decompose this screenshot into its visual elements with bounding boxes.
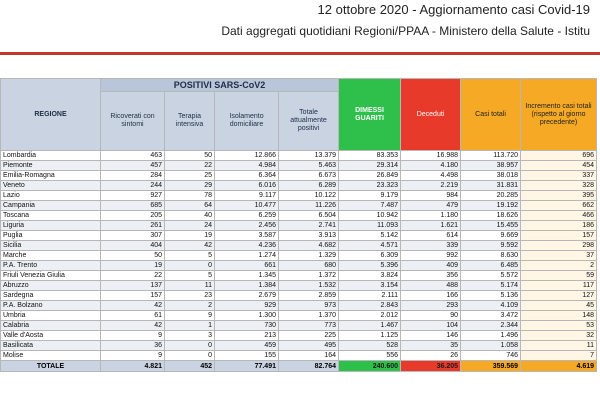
cell-isolamento: 730 [215, 321, 279, 331]
cell-totale-positivi: 1.372 [279, 271, 339, 281]
cell-isolamento: 459 [215, 341, 279, 351]
totals-casi: 359.569 [461, 361, 521, 372]
cell-casi-totali: 38.957 [461, 161, 521, 171]
table-row [1, 171, 597, 181]
table-row [1, 231, 597, 241]
cell-dimessi: 2.111 [339, 291, 401, 301]
cell-incremento: 7 [521, 351, 597, 361]
table-row [1, 251, 597, 261]
cell-totale-positivi: 6.289 [279, 181, 339, 191]
cell-casi-totali: 5.136 [461, 291, 521, 301]
cell-isolamento: 1.384 [215, 281, 279, 291]
cell-ricoverati: 61 [101, 311, 165, 321]
totals-row [1, 361, 597, 372]
cell-regione: Umbria [1, 311, 101, 321]
cell-deceduti: 26 [401, 351, 461, 361]
cell-deceduti: 293 [401, 301, 461, 311]
table-row [1, 291, 597, 301]
cell-casi-totali: 20.285 [461, 191, 521, 201]
cell-incremento: 2 [521, 261, 597, 271]
cell-regione: Piemonte [1, 161, 101, 171]
cell-regione: Basilicata [1, 341, 101, 351]
cell-isolamento: 661 [215, 261, 279, 271]
totals-incremento: 4.619 [521, 361, 597, 372]
cell-ricoverati: 307 [101, 231, 165, 241]
cell-terapia: 9 [165, 311, 215, 321]
cell-deceduti: 992 [401, 251, 461, 261]
cell-deceduti: 1.621 [401, 221, 461, 231]
cell-ricoverati: 404 [101, 241, 165, 251]
cell-terapia: 29 [165, 181, 215, 191]
table-row [1, 261, 597, 271]
cell-casi-totali: 4.109 [461, 301, 521, 311]
cell-casi-totali: 31.831 [461, 181, 521, 191]
cell-incremento: 45 [521, 301, 597, 311]
cell-deceduti: 4.498 [401, 171, 461, 181]
cell-deceduti: 16.988 [401, 151, 461, 161]
cell-isolamento: 6.364 [215, 171, 279, 181]
header-casi-totali: Casi totali [461, 79, 521, 151]
cell-dimessi: 4.571 [339, 241, 401, 251]
covid-table-container [0, 78, 600, 409]
cell-terapia: 0 [165, 341, 215, 351]
cell-isolamento: 9.117 [215, 191, 279, 201]
cell-deceduti: 356 [401, 271, 461, 281]
cell-incremento: 186 [521, 221, 597, 231]
cell-deceduti: 4.180 [401, 161, 461, 171]
cell-regione: Lazio [1, 191, 101, 201]
cell-terapia: 1 [165, 321, 215, 331]
cell-regione: Sicilia [1, 241, 101, 251]
header-regione: REGIONE [1, 79, 101, 151]
cell-totale-positivi: 2.859 [279, 291, 339, 301]
cell-regione: P.A. Bolzano [1, 301, 101, 311]
cell-ricoverati: 284 [101, 171, 165, 181]
cell-casi-totali: 5.174 [461, 281, 521, 291]
cell-ricoverati: 50 [101, 251, 165, 261]
bulletin-subtitle: Dati aggregati quotidiani Regioni/PPAA - Ministero della Salute - Istitu [221, 24, 590, 38]
cell-terapia: 42 [165, 241, 215, 251]
cell-deceduti: 339 [401, 241, 461, 251]
table-row [1, 271, 597, 281]
cell-casi-totali: 5.572 [461, 271, 521, 281]
table-row [1, 161, 597, 171]
cell-dimessi: 23.323 [339, 181, 401, 191]
cell-terapia: 0 [165, 351, 215, 361]
cell-totale-positivi: 10.122 [279, 191, 339, 201]
cell-terapia: 24 [165, 221, 215, 231]
cell-terapia: 11 [165, 281, 215, 291]
totals-ricoverati: 4.821 [101, 361, 165, 372]
table-row [1, 211, 597, 221]
cell-isolamento: 213 [215, 331, 279, 341]
cell-isolamento: 6.259 [215, 211, 279, 221]
cell-casi-totali: 19.192 [461, 201, 521, 211]
cell-isolamento: 2.456 [215, 221, 279, 231]
cell-isolamento: 1.274 [215, 251, 279, 261]
cell-ricoverati: 42 [101, 301, 165, 311]
cell-regione: Toscana [1, 211, 101, 221]
cell-ricoverati: 685 [101, 201, 165, 211]
cell-dimessi: 2.843 [339, 301, 401, 311]
header-ricoverati: Ricoverati con sintomi [101, 92, 165, 151]
cell-dimessi: 5.396 [339, 261, 401, 271]
cell-incremento: 37 [521, 251, 597, 261]
cell-terapia: 50 [165, 151, 215, 161]
cell-regione: Friuli Venezia Giulia [1, 271, 101, 281]
totals-dimessi: 240.600 [339, 361, 401, 372]
header-isolamento: Isolamento domiciliare [215, 92, 279, 151]
cell-deceduti: 104 [401, 321, 461, 331]
cell-regione: Emilia-Romagna [1, 171, 101, 181]
cell-isolamento: 4.984 [215, 161, 279, 171]
cell-casi-totali: 9.592 [461, 241, 521, 251]
cell-isolamento: 10.477 [215, 201, 279, 211]
header-deceduti: Deceduti [401, 79, 461, 151]
cell-totale-positivi: 4.682 [279, 241, 339, 251]
table-row [1, 241, 597, 251]
totals-terapia: 452 [165, 361, 215, 372]
table-row [1, 151, 597, 161]
cell-regione: Marche [1, 251, 101, 261]
table-row [1, 321, 597, 331]
cell-isolamento: 1.300 [215, 311, 279, 321]
table-row [1, 201, 597, 211]
cell-totale-positivi: 5.463 [279, 161, 339, 171]
table-row [1, 191, 597, 201]
cell-deceduti: 614 [401, 231, 461, 241]
cell-totale-positivi: 6.673 [279, 171, 339, 181]
cell-deceduti: 90 [401, 311, 461, 321]
cell-incremento: 11 [521, 341, 597, 351]
cell-totale-positivi: 773 [279, 321, 339, 331]
cell-deceduti: 35 [401, 341, 461, 351]
cell-totale-positivi: 164 [279, 351, 339, 361]
cell-incremento: 53 [521, 321, 597, 331]
totals-label: TOTALE [1, 361, 101, 372]
cell-dimessi: 3.154 [339, 281, 401, 291]
cell-deceduti: 146 [401, 331, 461, 341]
cell-terapia: 2 [165, 301, 215, 311]
table-row [1, 181, 597, 191]
covid-regional-table [0, 78, 597, 372]
cell-regione: Calabria [1, 321, 101, 331]
cell-dimessi: 1.125 [339, 331, 401, 341]
cell-totale-positivi: 6.504 [279, 211, 339, 221]
cell-isolamento: 4.236 [215, 241, 279, 251]
cell-deceduti: 2.219 [401, 181, 461, 191]
cell-dimessi: 556 [339, 351, 401, 361]
cell-totale-positivi: 680 [279, 261, 339, 271]
cell-isolamento: 12.866 [215, 151, 279, 161]
cell-totale-positivi: 1.329 [279, 251, 339, 261]
cell-ricoverati: 9 [101, 351, 165, 361]
table-row [1, 301, 597, 311]
table-row [1, 281, 597, 291]
cell-ricoverati: 137 [101, 281, 165, 291]
table-row [1, 351, 597, 361]
cell-incremento: 32 [521, 331, 597, 341]
cell-terapia: 22 [165, 161, 215, 171]
cell-totale-positivi: 225 [279, 331, 339, 341]
cell-regione: Veneto [1, 181, 101, 191]
cell-totale-positivi: 495 [279, 341, 339, 351]
cell-terapia: 23 [165, 291, 215, 301]
cell-terapia: 0 [165, 261, 215, 271]
cell-totale-positivi: 3.913 [279, 231, 339, 241]
cell-ricoverati: 927 [101, 191, 165, 201]
cell-terapia: 3 [165, 331, 215, 341]
cell-ricoverati: 22 [101, 271, 165, 281]
cell-regione: Molise [1, 351, 101, 361]
cell-terapia: 40 [165, 211, 215, 221]
totals-deceduti: 36.205 [401, 361, 461, 372]
cell-casi-totali: 18.626 [461, 211, 521, 221]
cell-deceduti: 166 [401, 291, 461, 301]
cell-dimessi: 9.179 [339, 191, 401, 201]
header-divider [0, 52, 600, 55]
cell-isolamento: 2.679 [215, 291, 279, 301]
cell-terapia: 5 [165, 271, 215, 281]
cell-dimessi: 6.309 [339, 251, 401, 261]
cell-casi-totali: 2.344 [461, 321, 521, 331]
cell-isolamento: 1.345 [215, 271, 279, 281]
cell-incremento: 328 [521, 181, 597, 191]
cell-terapia: 78 [165, 191, 215, 201]
cell-terapia: 25 [165, 171, 215, 181]
cell-totale-positivi: 2.741 [279, 221, 339, 231]
cell-casi-totali: 9.669 [461, 231, 521, 241]
cell-incremento: 298 [521, 241, 597, 251]
cell-regione: P.A. Trento [1, 261, 101, 271]
cell-ricoverati: 36 [101, 341, 165, 351]
cell-incremento: 696 [521, 151, 597, 161]
cell-dimessi: 5.142 [339, 231, 401, 241]
cell-totale-positivi: 11.226 [279, 201, 339, 211]
cell-dimessi: 528 [339, 341, 401, 351]
cell-casi-totali: 38.018 [461, 171, 521, 181]
table-row [1, 311, 597, 321]
cell-casi-totali: 8.630 [461, 251, 521, 261]
cell-deceduti: 1.180 [401, 211, 461, 221]
bulletin-title: 12 ottobre 2020 - Aggiornamento casi Covid-19 [317, 2, 590, 17]
cell-incremento: 466 [521, 211, 597, 221]
cell-ricoverati: 261 [101, 221, 165, 231]
cell-dimessi: 7.487 [339, 201, 401, 211]
cell-deceduti: 479 [401, 201, 461, 211]
cell-incremento: 157 [521, 231, 597, 241]
cell-regione: Lombardia [1, 151, 101, 161]
cell-regione: Campania [1, 201, 101, 211]
cell-ricoverati: 463 [101, 151, 165, 161]
cell-terapia: 64 [165, 201, 215, 211]
header-dimessi: DIMESSI GUARITI [339, 79, 401, 151]
cell-incremento: 395 [521, 191, 597, 201]
cell-incremento: 148 [521, 311, 597, 321]
cell-casi-totali: 1.496 [461, 331, 521, 341]
cell-terapia: 19 [165, 231, 215, 241]
cell-incremento: 454 [521, 161, 597, 171]
cell-dimessi: 11.093 [339, 221, 401, 231]
cell-totale-positivi: 13.379 [279, 151, 339, 161]
cell-isolamento: 3.587 [215, 231, 279, 241]
cell-deceduti: 984 [401, 191, 461, 201]
cell-casi-totali: 1.058 [461, 341, 521, 351]
cell-dimessi: 10.942 [339, 211, 401, 221]
table-row [1, 221, 597, 231]
cell-totale-positivi: 973 [279, 301, 339, 311]
cell-ricoverati: 157 [101, 291, 165, 301]
cell-ricoverati: 205 [101, 211, 165, 221]
cell-regione: Puglia [1, 231, 101, 241]
header-positivi-group: POSITIVI SARS-CoV2 [101, 79, 339, 92]
totals-isolamento: 77.491 [215, 361, 279, 372]
header-totale-positivi: Totale attualmente positivi [279, 92, 339, 151]
cell-dimessi: 1.467 [339, 321, 401, 331]
cell-casi-totali: 3.472 [461, 311, 521, 321]
table-row [1, 331, 597, 341]
cell-incremento: 117 [521, 281, 597, 291]
cell-regione: Valle d'Aosta [1, 331, 101, 341]
cell-totale-positivi: 1.370 [279, 311, 339, 321]
cell-deceduti: 488 [401, 281, 461, 291]
header-terapia: Terapia intensiva [165, 92, 215, 151]
cell-totale-positivi: 1.532 [279, 281, 339, 291]
cell-casi-totali: 113.720 [461, 151, 521, 161]
cell-casi-totali: 15.455 [461, 221, 521, 231]
cell-deceduti: 409 [401, 261, 461, 271]
cell-dimessi: 83.353 [339, 151, 401, 161]
cell-ricoverati: 457 [101, 161, 165, 171]
cell-dimessi: 29.314 [339, 161, 401, 171]
cell-terapia: 5 [165, 251, 215, 261]
cell-regione: Liguria [1, 221, 101, 231]
cell-ricoverati: 9 [101, 331, 165, 341]
cell-ricoverati: 244 [101, 181, 165, 191]
table-row [1, 341, 597, 351]
cell-incremento: 127 [521, 291, 597, 301]
cell-isolamento: 6.016 [215, 181, 279, 191]
cell-casi-totali: 746 [461, 351, 521, 361]
cell-ricoverati: 19 [101, 261, 165, 271]
table-body [1, 151, 597, 361]
cell-dimessi: 3.824 [339, 271, 401, 281]
cell-incremento: 59 [521, 271, 597, 281]
totals-totale-positivi: 82.764 [279, 361, 339, 372]
cell-incremento: 662 [521, 201, 597, 211]
cell-casi-totali: 6.485 [461, 261, 521, 271]
header-incremento: Incremento casi totali (rispetto al giorno precedente) [521, 79, 597, 151]
cell-ricoverati: 42 [101, 321, 165, 331]
cell-isolamento: 155 [215, 351, 279, 361]
cell-regione: Sardegna [1, 291, 101, 301]
cell-isolamento: 929 [215, 301, 279, 311]
cell-dimessi: 2.012 [339, 311, 401, 321]
cell-dimessi: 26.849 [339, 171, 401, 181]
cell-regione: Abruzzo [1, 281, 101, 291]
cell-incremento: 337 [521, 171, 597, 181]
